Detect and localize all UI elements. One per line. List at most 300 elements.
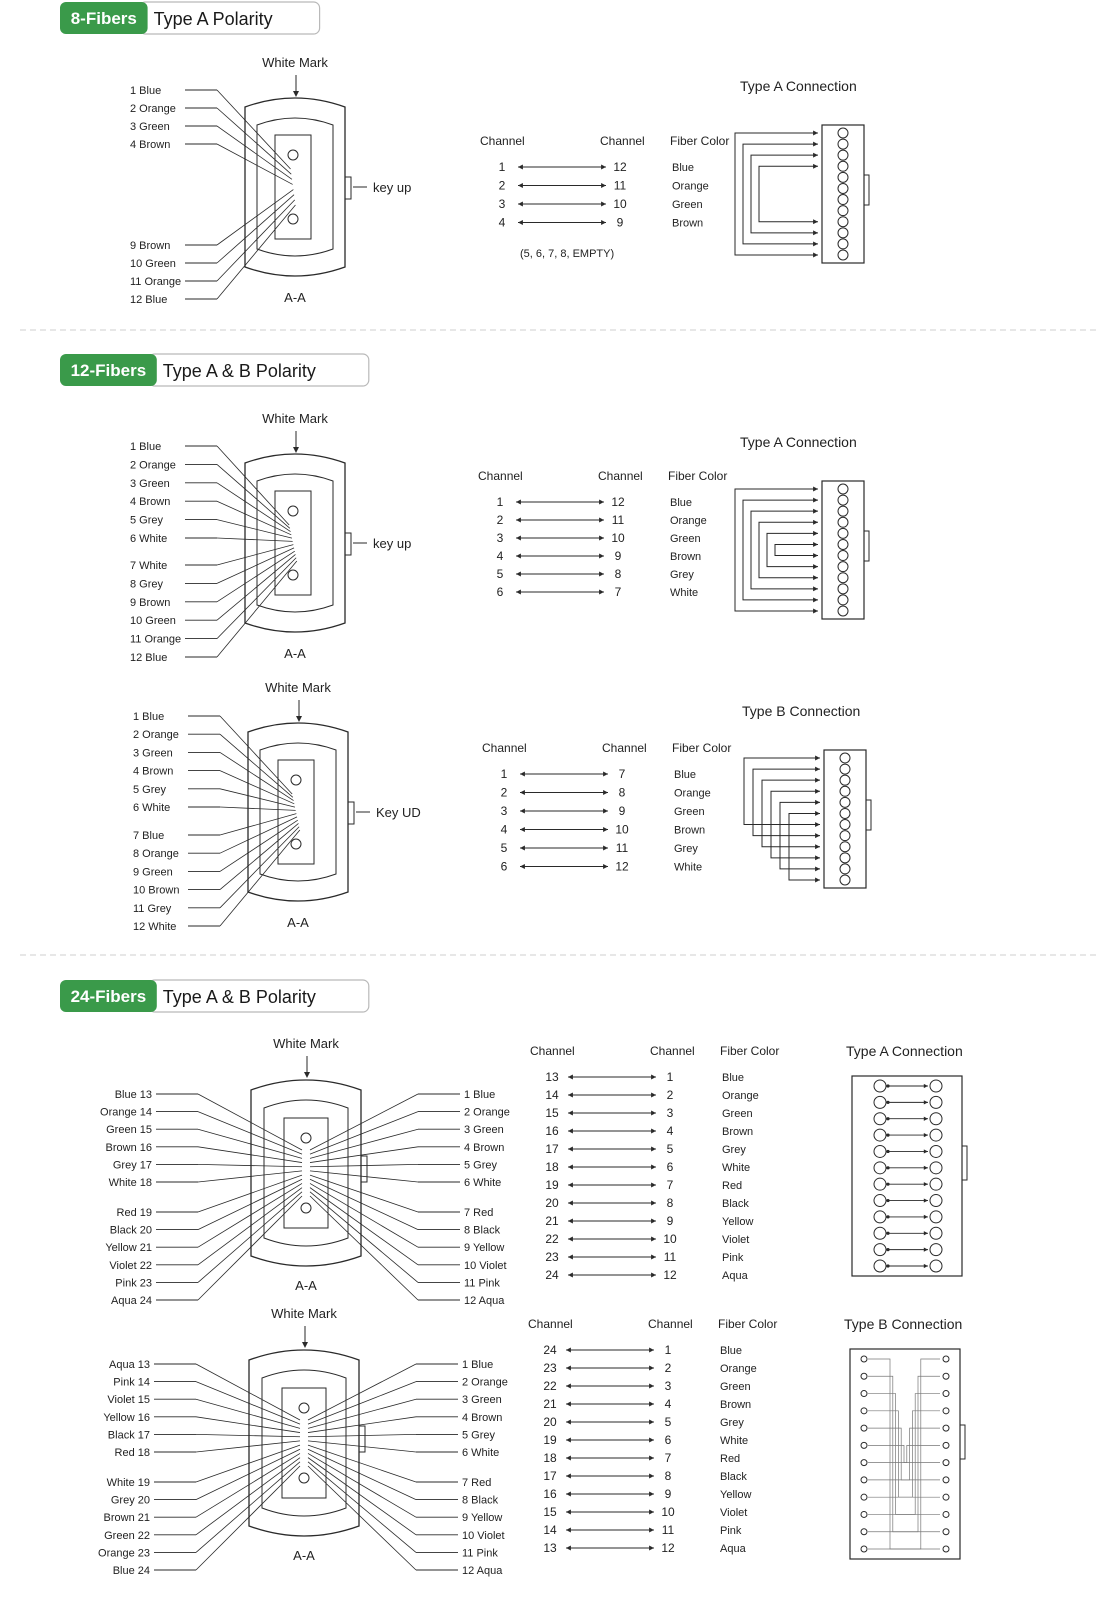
arrow-head bbox=[813, 498, 818, 503]
channel-header-left: Channel bbox=[530, 1044, 575, 1058]
fiber-line bbox=[196, 1466, 300, 1570]
arrow-head bbox=[815, 866, 820, 871]
fiber-label-right: 5 Grey bbox=[462, 1429, 496, 1442]
fiber-dot bbox=[838, 228, 848, 238]
fiber-dot bbox=[838, 584, 848, 594]
channel-right-value: 12 bbox=[615, 859, 629, 874]
channel-left-value: 15 bbox=[543, 1505, 557, 1519]
channel-right-value: 11 bbox=[661, 1523, 675, 1537]
fiber-label-right: 3 Green bbox=[462, 1394, 502, 1407]
channel-left-value: 19 bbox=[543, 1433, 557, 1447]
fiber-dot bbox=[838, 539, 848, 549]
arrow-head-right bbox=[651, 1183, 656, 1188]
fiber-dot bbox=[840, 786, 850, 796]
arrow-head-left bbox=[568, 1219, 573, 1224]
key-tab bbox=[345, 177, 351, 199]
fiber-label-right: 4 Brown bbox=[462, 1411, 503, 1424]
fiber-color-header: Fiber Color bbox=[718, 1317, 778, 1331]
fiber-dot-left bbox=[861, 1477, 867, 1483]
arrow-head bbox=[813, 531, 818, 536]
channel-right-value: 2 bbox=[664, 1361, 672, 1375]
fiber-label: 6 White bbox=[133, 802, 171, 814]
channel-left-value: 4 bbox=[496, 549, 504, 563]
fiber-line bbox=[198, 1196, 302, 1300]
fiber-line bbox=[198, 1192, 302, 1283]
fiber-color-value: Grey bbox=[720, 1417, 744, 1429]
channel-left-value: 24 bbox=[545, 1268, 559, 1282]
arrow-head bbox=[813, 131, 818, 136]
fiber-color-value: Yellow bbox=[720, 1489, 752, 1501]
channel-right-value: 8 bbox=[666, 1196, 674, 1210]
arrow-head-left bbox=[568, 1129, 573, 1134]
fiber-line bbox=[308, 1462, 416, 1553]
fiber-dot bbox=[838, 551, 848, 561]
key-label: key up bbox=[373, 180, 412, 195]
channel-right-value: 8 bbox=[618, 785, 626, 800]
fiber-label-right: 10 Violet bbox=[464, 1259, 507, 1272]
channel-left-value: 5 bbox=[496, 567, 504, 581]
fiber-label-right: 6 White bbox=[464, 1177, 502, 1189]
channel-left-value: 17 bbox=[545, 1142, 559, 1156]
fiber-label-left: Blue 13 bbox=[114, 1089, 152, 1101]
fiber-dot-right bbox=[943, 1460, 949, 1466]
ferrule bbox=[275, 491, 311, 595]
channel-left-value: 1 bbox=[496, 495, 504, 509]
fiber-color-header: Fiber Color bbox=[672, 741, 732, 755]
fiber-dot-right bbox=[930, 1260, 942, 1272]
channel-right-value: 12 bbox=[663, 1268, 677, 1282]
arrow-head-right bbox=[649, 1384, 654, 1389]
fiber-label-left: Orange 14 bbox=[100, 1106, 152, 1119]
white-mark-label: White Mark bbox=[273, 1036, 339, 1051]
fiber-label: 3 Green bbox=[130, 477, 170, 490]
fiber-dot bbox=[838, 517, 848, 527]
arrow-head-right bbox=[651, 1111, 656, 1116]
loop-line bbox=[751, 511, 818, 589]
fiber-label-left: Aqua 13 bbox=[109, 1359, 150, 1371]
fiber-label-left: Yellow 16 bbox=[103, 1411, 150, 1424]
channel-right-value: 10 bbox=[663, 1232, 677, 1246]
fiber-label-right: 7 Red bbox=[464, 1207, 494, 1219]
arrow-head-right bbox=[601, 183, 606, 188]
arrow-head-left bbox=[566, 1528, 571, 1533]
fiber-label: 6 White bbox=[130, 533, 168, 545]
section-badge: 24-Fibers bbox=[70, 987, 147, 1006]
loop-line bbox=[751, 155, 818, 233]
fiber-dot-left bbox=[874, 1096, 886, 1108]
channel-left-value: 13 bbox=[545, 1070, 559, 1084]
arrow-head-left bbox=[520, 827, 525, 832]
connector-diagram bbox=[130, 411, 411, 664]
fiber-label: 1 Blue bbox=[133, 711, 165, 723]
fiber-label: 2 Orange bbox=[133, 729, 179, 742]
channel-right-value: 5 bbox=[664, 1415, 672, 1429]
fiber-label: 8 Orange bbox=[133, 848, 179, 861]
fiber-label: 10 Green bbox=[130, 615, 176, 628]
connector-diagram bbox=[130, 55, 411, 306]
channel-right-value: 7 bbox=[666, 1178, 674, 1192]
fiber-color-value: Green bbox=[720, 1381, 751, 1393]
fiber-dot-left bbox=[874, 1227, 886, 1239]
channel-right-value: 6 bbox=[666, 1160, 674, 1174]
channel-right-value: 12 bbox=[661, 1541, 675, 1555]
fiber-line bbox=[217, 200, 295, 281]
fiber-label-right: 4 Brown bbox=[464, 1141, 505, 1154]
channel-left-value: 20 bbox=[545, 1196, 559, 1210]
arrow-head-left bbox=[520, 809, 525, 814]
fiber-color-value: Yellow bbox=[722, 1216, 754, 1228]
channel-left-value: 4 bbox=[500, 822, 508, 837]
connection-box bbox=[735, 78, 869, 263]
fiber-label-right: 2 Orange bbox=[464, 1106, 510, 1119]
key-tab bbox=[345, 533, 351, 555]
connection-title: Type B Connection bbox=[844, 1316, 963, 1332]
fiber-dot bbox=[838, 506, 848, 516]
fiber-label: 11 Grey bbox=[133, 902, 172, 915]
fiber-dot-left bbox=[861, 1442, 867, 1448]
pair-dot bbox=[886, 1133, 889, 1136]
arrow-head-left bbox=[568, 1237, 573, 1242]
arrow-head-left bbox=[566, 1456, 571, 1461]
fiber-dot-right bbox=[943, 1356, 949, 1362]
white-mark-label: White Mark bbox=[262, 55, 328, 70]
fiber-label-left: Black 20 bbox=[109, 1224, 152, 1237]
fiber-line bbox=[217, 446, 289, 525]
fiber-line bbox=[308, 1466, 416, 1570]
arrow-head-left bbox=[518, 165, 523, 170]
fiber-dot bbox=[838, 183, 848, 193]
arrow-head-right bbox=[599, 536, 604, 541]
fiber-dot-right bbox=[943, 1425, 949, 1431]
fiber-dot-right bbox=[930, 1211, 942, 1223]
fiber-dot-left bbox=[861, 1546, 867, 1552]
fiber-color-value: Orange bbox=[674, 787, 711, 800]
fiber-label: 8 Grey bbox=[130, 578, 164, 591]
channel-right-value: 3 bbox=[664, 1379, 672, 1393]
fiber-dot-right bbox=[930, 1080, 942, 1092]
fiber-dot-left bbox=[861, 1460, 867, 1466]
loop-line bbox=[759, 522, 818, 577]
white-mark-arrow bbox=[304, 1072, 310, 1078]
arrow-head-left bbox=[566, 1384, 571, 1389]
key-label: key up bbox=[373, 536, 412, 551]
fiber-line bbox=[310, 1192, 418, 1283]
arrow-head bbox=[815, 789, 820, 794]
channel-left-value: 14 bbox=[545, 1088, 559, 1102]
channel-right-value: 1 bbox=[664, 1343, 672, 1357]
fiber-dot-left bbox=[861, 1511, 867, 1517]
fiber-dot bbox=[838, 161, 848, 171]
section-title: Type A & B Polarity bbox=[162, 987, 316, 1007]
channel-table bbox=[482, 741, 731, 874]
fiber-color-value: Black bbox=[720, 1471, 747, 1483]
fiber-label-left: Violet 22 bbox=[109, 1259, 152, 1272]
channel-header-right: Channel bbox=[600, 134, 645, 148]
fiber-label: 7 White bbox=[130, 560, 168, 572]
arrow-head bbox=[813, 230, 818, 235]
fiber-dot bbox=[840, 853, 850, 863]
channel-right-value: 11 bbox=[615, 841, 629, 855]
fiber-dot bbox=[840, 753, 850, 763]
fiber-label-left: Orange 23 bbox=[98, 1547, 150, 1560]
section-title: Type A & B Polarity bbox=[162, 361, 316, 381]
arrow-head bbox=[815, 800, 820, 805]
channel-right-value: 8 bbox=[614, 567, 622, 581]
arrow-head-right bbox=[649, 1510, 654, 1515]
fiber-dot-right bbox=[930, 1129, 942, 1141]
fiber-dot bbox=[838, 495, 848, 505]
arrow-head-left bbox=[520, 846, 525, 851]
channel-right-value: 9 bbox=[616, 215, 624, 230]
fiber-dot-left bbox=[861, 1529, 867, 1535]
fiber-dot-right bbox=[930, 1113, 942, 1125]
channel-left-value: 3 bbox=[500, 804, 508, 818]
arrow-head-left bbox=[566, 1438, 571, 1443]
channel-left-value: 2 bbox=[500, 785, 508, 800]
pair-dot bbox=[886, 1183, 889, 1186]
fiber-color-value: Brown bbox=[720, 1399, 752, 1411]
fiber-label-right: 7 Red bbox=[462, 1477, 492, 1489]
fiber-label: 10 Green bbox=[130, 258, 176, 270]
arrow-head-right bbox=[649, 1456, 654, 1461]
pair-dot bbox=[886, 1084, 889, 1087]
pair-dot bbox=[886, 1101, 889, 1104]
fiber-label: 2 Orange bbox=[130, 459, 176, 472]
fiber-label-right: 9 Yellow bbox=[464, 1242, 505, 1255]
arrow-head-right bbox=[649, 1528, 654, 1533]
channel-left-value: 21 bbox=[545, 1214, 559, 1228]
connection-title: Type A Connection bbox=[846, 1043, 963, 1059]
fiber-color-value: White bbox=[722, 1162, 751, 1174]
fiber-label-left: White 19 bbox=[106, 1477, 150, 1489]
channel-right-value: 9 bbox=[614, 549, 622, 563]
arrow-head bbox=[815, 756, 820, 761]
loop-line bbox=[735, 133, 818, 255]
arrow-head-right bbox=[649, 1366, 654, 1371]
channel-right-value: 7 bbox=[664, 1451, 672, 1465]
arrow-head bbox=[813, 142, 818, 147]
fiber-dot-right bbox=[943, 1511, 949, 1517]
key-label: Key UD bbox=[376, 805, 421, 820]
channel-left-value: 14 bbox=[543, 1523, 557, 1537]
fiber-color-header: Fiber Color bbox=[668, 469, 728, 483]
fiber-label: 1 Blue bbox=[130, 441, 162, 453]
channel-left-value: 18 bbox=[545, 1160, 559, 1174]
key-tab bbox=[348, 802, 354, 824]
arrow-head-left bbox=[566, 1420, 571, 1425]
ferrule-box bbox=[852, 1076, 962, 1276]
fiber-color-value: White bbox=[670, 587, 699, 599]
fiber-label-right: 8 Black bbox=[462, 1494, 499, 1507]
fiber-dot bbox=[840, 797, 850, 807]
fiber-color-value: White bbox=[720, 1435, 749, 1447]
fiber-color-value: Brown bbox=[672, 217, 704, 230]
channel-left-value: 22 bbox=[543, 1379, 557, 1393]
arrow-head-left bbox=[568, 1147, 573, 1152]
fiber-color-value: White bbox=[674, 861, 703, 874]
fiber-label: 4 Brown bbox=[133, 765, 174, 778]
arrow-head bbox=[813, 219, 818, 224]
fiber-dot-left bbox=[861, 1391, 867, 1397]
section-header-0 bbox=[60, 2, 320, 34]
fiber-color-value: Brown bbox=[670, 551, 702, 563]
channel-right-value: 10 bbox=[613, 197, 627, 211]
fiber-dot bbox=[840, 842, 850, 852]
connection-box bbox=[844, 1316, 965, 1559]
fiber-dot bbox=[838, 206, 848, 216]
fiber-label: 4 Brown bbox=[130, 139, 171, 151]
channel-right-value: 11 bbox=[613, 178, 627, 193]
arrow-head bbox=[815, 767, 820, 772]
pair-dot bbox=[886, 1215, 889, 1218]
fiber-dot bbox=[840, 808, 850, 818]
fiber-label-left: Blue 24 bbox=[112, 1565, 150, 1577]
arrow-head-right bbox=[601, 202, 606, 207]
fiber-dot-left bbox=[874, 1211, 886, 1223]
fiber-dot bbox=[838, 562, 848, 572]
fiber-color-value: Orange bbox=[670, 515, 707, 527]
arrow-head-left bbox=[520, 772, 525, 777]
arrow-head bbox=[813, 520, 818, 525]
arrow-head-right bbox=[599, 572, 604, 577]
ferrule-box bbox=[850, 1349, 960, 1559]
channel-left-value: 23 bbox=[545, 1250, 559, 1264]
arrow-head bbox=[813, 164, 818, 169]
channel-right-value: 5 bbox=[666, 1142, 674, 1156]
fiber-label-left: Brown 16 bbox=[105, 1141, 152, 1154]
fiber-color-value: Grey bbox=[674, 843, 698, 855]
arrow-head bbox=[815, 878, 820, 883]
pair-dot bbox=[886, 1199, 889, 1202]
fiber-dot bbox=[838, 139, 848, 149]
fiber-dot-right bbox=[943, 1373, 949, 1379]
arrow-head bbox=[813, 487, 818, 492]
arrow-head bbox=[813, 597, 818, 602]
arrow-head-right bbox=[599, 590, 604, 595]
fiber-label-left: Red 19 bbox=[116, 1207, 152, 1219]
fiber-line bbox=[196, 1462, 300, 1553]
channel-left-value: 1 bbox=[500, 767, 508, 781]
fiber-label-right: 9 Yellow bbox=[462, 1512, 503, 1525]
fiber-dot-left bbox=[874, 1129, 886, 1141]
ferrule bbox=[282, 1388, 326, 1498]
fiber-dot-right bbox=[943, 1408, 949, 1414]
fiber-label: 9 Green bbox=[133, 866, 173, 879]
fiber-line bbox=[217, 90, 291, 169]
fiber-label-right: 11 Pink bbox=[464, 1277, 500, 1290]
channel-left-value: 19 bbox=[545, 1178, 559, 1192]
loop-line bbox=[775, 544, 818, 555]
fiber-color-header: Fiber Color bbox=[670, 134, 730, 148]
fiber-label-right: 6 White bbox=[462, 1447, 500, 1459]
arrow-head bbox=[813, 241, 818, 246]
channel-left-value: 16 bbox=[545, 1124, 559, 1138]
fiber-color-value: Pink bbox=[722, 1252, 744, 1264]
white-mark-arrow bbox=[302, 1342, 308, 1348]
arrow-head-right bbox=[603, 827, 608, 832]
fiber-label-left: Grey 20 bbox=[110, 1494, 150, 1507]
fiber-label: 12 Blue bbox=[130, 294, 168, 306]
channel-right-value: 10 bbox=[661, 1505, 675, 1519]
fiber-dot-right bbox=[943, 1494, 949, 1500]
arrow-head bbox=[813, 564, 818, 569]
aa-label: A-A bbox=[295, 1278, 317, 1293]
arrow-head-left bbox=[568, 1255, 573, 1260]
fiber-dot-left bbox=[861, 1373, 867, 1379]
arrow-head-right bbox=[649, 1402, 654, 1407]
arrow-head-left bbox=[566, 1546, 571, 1551]
white-mark-arrow bbox=[296, 716, 302, 722]
fiber-color-value: Pink bbox=[720, 1525, 742, 1537]
channel-right-value: 9 bbox=[664, 1487, 672, 1501]
arrow-head bbox=[815, 855, 820, 860]
ferrule-key bbox=[962, 1146, 967, 1180]
arrow-head-left bbox=[566, 1492, 571, 1497]
arrow-head bbox=[813, 586, 818, 591]
fiber-dot bbox=[840, 831, 850, 841]
arrow-head-right bbox=[649, 1474, 654, 1479]
channel-left-value: 13 bbox=[543, 1541, 557, 1555]
arrow-head-left bbox=[566, 1402, 571, 1407]
channel-table bbox=[530, 1044, 779, 1282]
fiber-label-left: Yellow 21 bbox=[105, 1242, 152, 1255]
arrow-head-right bbox=[603, 772, 608, 777]
arrow-head-right bbox=[603, 864, 608, 869]
connection-box bbox=[846, 1043, 967, 1276]
arrow-head-left bbox=[516, 554, 521, 559]
fiber-color-value: Blue bbox=[670, 497, 693, 509]
channel-right-value: 10 bbox=[611, 531, 625, 545]
fiber-dot-right bbox=[930, 1178, 942, 1190]
fiber-dot bbox=[840, 875, 850, 885]
fiber-dot bbox=[838, 217, 848, 227]
arrow-head bbox=[813, 575, 818, 580]
arrow-head-left bbox=[516, 518, 521, 523]
channel-left-value: 2 bbox=[496, 513, 504, 527]
fiber-color-value: Violet bbox=[722, 1234, 750, 1246]
fiber-color-value: Aqua bbox=[722, 1270, 748, 1282]
channel-header-right: Channel bbox=[648, 1317, 693, 1331]
channel-header-left: Channel bbox=[478, 469, 523, 483]
arrow-head-left bbox=[518, 183, 523, 188]
ferrule-key bbox=[866, 800, 871, 830]
channel-header-left: Channel bbox=[480, 134, 525, 148]
arrow-head-right bbox=[651, 1165, 656, 1170]
channel-left-value: 6 bbox=[496, 585, 504, 599]
fiber-label-left: Green 22 bbox=[104, 1529, 150, 1542]
channel-right-value: 11 bbox=[611, 513, 625, 527]
channel-right-value: 12 bbox=[613, 160, 627, 174]
fiber-label: 4 Brown bbox=[130, 496, 171, 509]
fiber-color-value: Grey bbox=[670, 569, 694, 581]
fiber-label-left: Red 18 bbox=[114, 1447, 150, 1459]
fiber-color-value: Violet bbox=[720, 1507, 748, 1519]
channel-right-value: 9 bbox=[618, 804, 626, 818]
fiber-dot bbox=[840, 775, 850, 785]
fiber-color-value: Green bbox=[674, 806, 705, 818]
channel-right-value: 3 bbox=[666, 1106, 674, 1120]
channel-left-value: 3 bbox=[498, 197, 506, 211]
fiber-label: 9 Brown bbox=[130, 596, 171, 609]
channel-right-value: 10 bbox=[615, 822, 629, 837]
channel-header-left: Channel bbox=[482, 741, 527, 755]
loop-line bbox=[743, 500, 818, 600]
fiber-dot bbox=[838, 195, 848, 205]
fiber-dot bbox=[840, 764, 850, 774]
channel-table bbox=[528, 1317, 777, 1555]
channel-header-right: Channel bbox=[602, 741, 647, 755]
arrow-head-left bbox=[566, 1510, 571, 1515]
